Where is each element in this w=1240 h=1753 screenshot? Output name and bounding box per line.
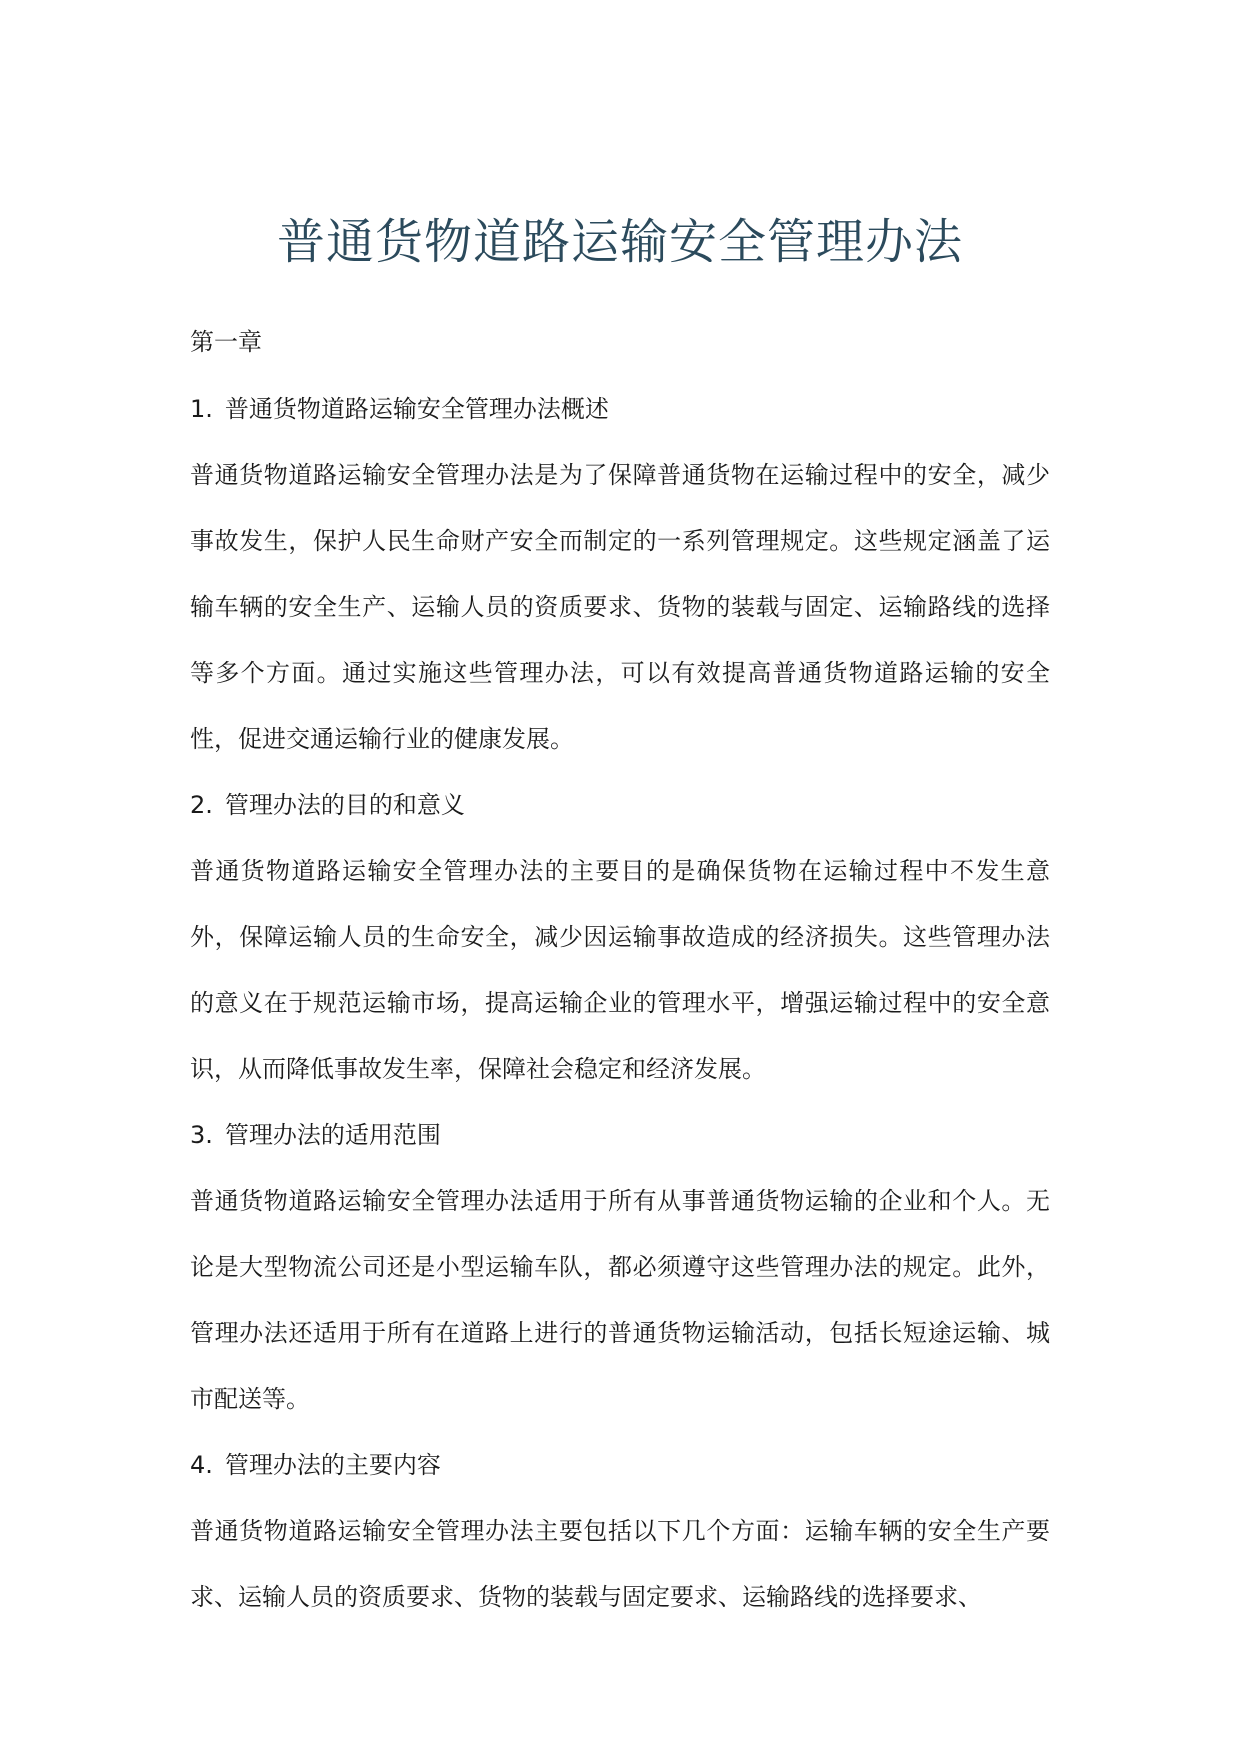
document-title: 普通货物道路运输安全管理办法 <box>276 214 963 270</box>
section-paragraph: 普通货物道路运输安全管理办法主要包括以下几个方面：运输车辆的安全生产要求、运输人员的资质要求、货物的装载与固定要求、运输路线的选择要求、 <box>190 1517 1050 1611</box>
section-heading <box>190 1432 1050 1498</box>
section-number: 3. <box>190 1121 213 1149</box>
section-heading <box>190 376 1050 442</box>
chapter-heading: 第一章 <box>190 328 262 356</box>
section-heading <box>190 772 1050 838</box>
section-title: 管理办法的目的和意义 <box>224 791 465 819</box>
section-number: 4. <box>190 1451 213 1479</box>
section-title: 管理办法的主要内容 <box>224 1451 441 1479</box>
section-title: 普通货物道路运输安全管理办法概述 <box>224 395 609 423</box>
section-number: 2. <box>190 791 213 819</box>
section-paragraph: 普通货物道路运输安全管理办法的主要目的是确保货物在运输过程中不发生意外，保障运输人员的生命安全，减少因运输事故造成的经济损失。这些管理办法的意义在于规范运输市场，提高运输企业的管理水平，增强运输过程中的安全意识，从而降低事故发生率，保障社会稳定和经济发展。 <box>190 857 1050 1083</box>
section-heading <box>190 1102 1050 1168</box>
section-number: 1. <box>190 395 213 423</box>
section-paragraph: 普通货物道路运输安全管理办法适用于所有从事普通货物运输的企业和个人。无论是大型物流公司还是小型运输车队，都必须遵守这些管理办法的规定。此外，管理办法还适用于所有在道路上进行的普通货物运输活动，包括长短途运输、城市配送等。 <box>190 1187 1050 1413</box>
section-title: 管理办法的适用范围 <box>224 1121 441 1149</box>
document-body <box>190 310 1050 1630</box>
section-paragraph: 普通货物道路运输安全管理办法是为了保障普通货物在运输过程中的安全，减少事故发生，保护人民生命财产安全而制定的一系列管理规定。这些规定涵盖了运输车辆的安全生产、运输人员的资质要求、货物的装载与固定、运输路线的选择等多个方面。通过实施这些管理办法，可以有效提高普通货物道路运输的安全性，促进交通运输行业的健康发展。 <box>190 461 1050 753</box>
